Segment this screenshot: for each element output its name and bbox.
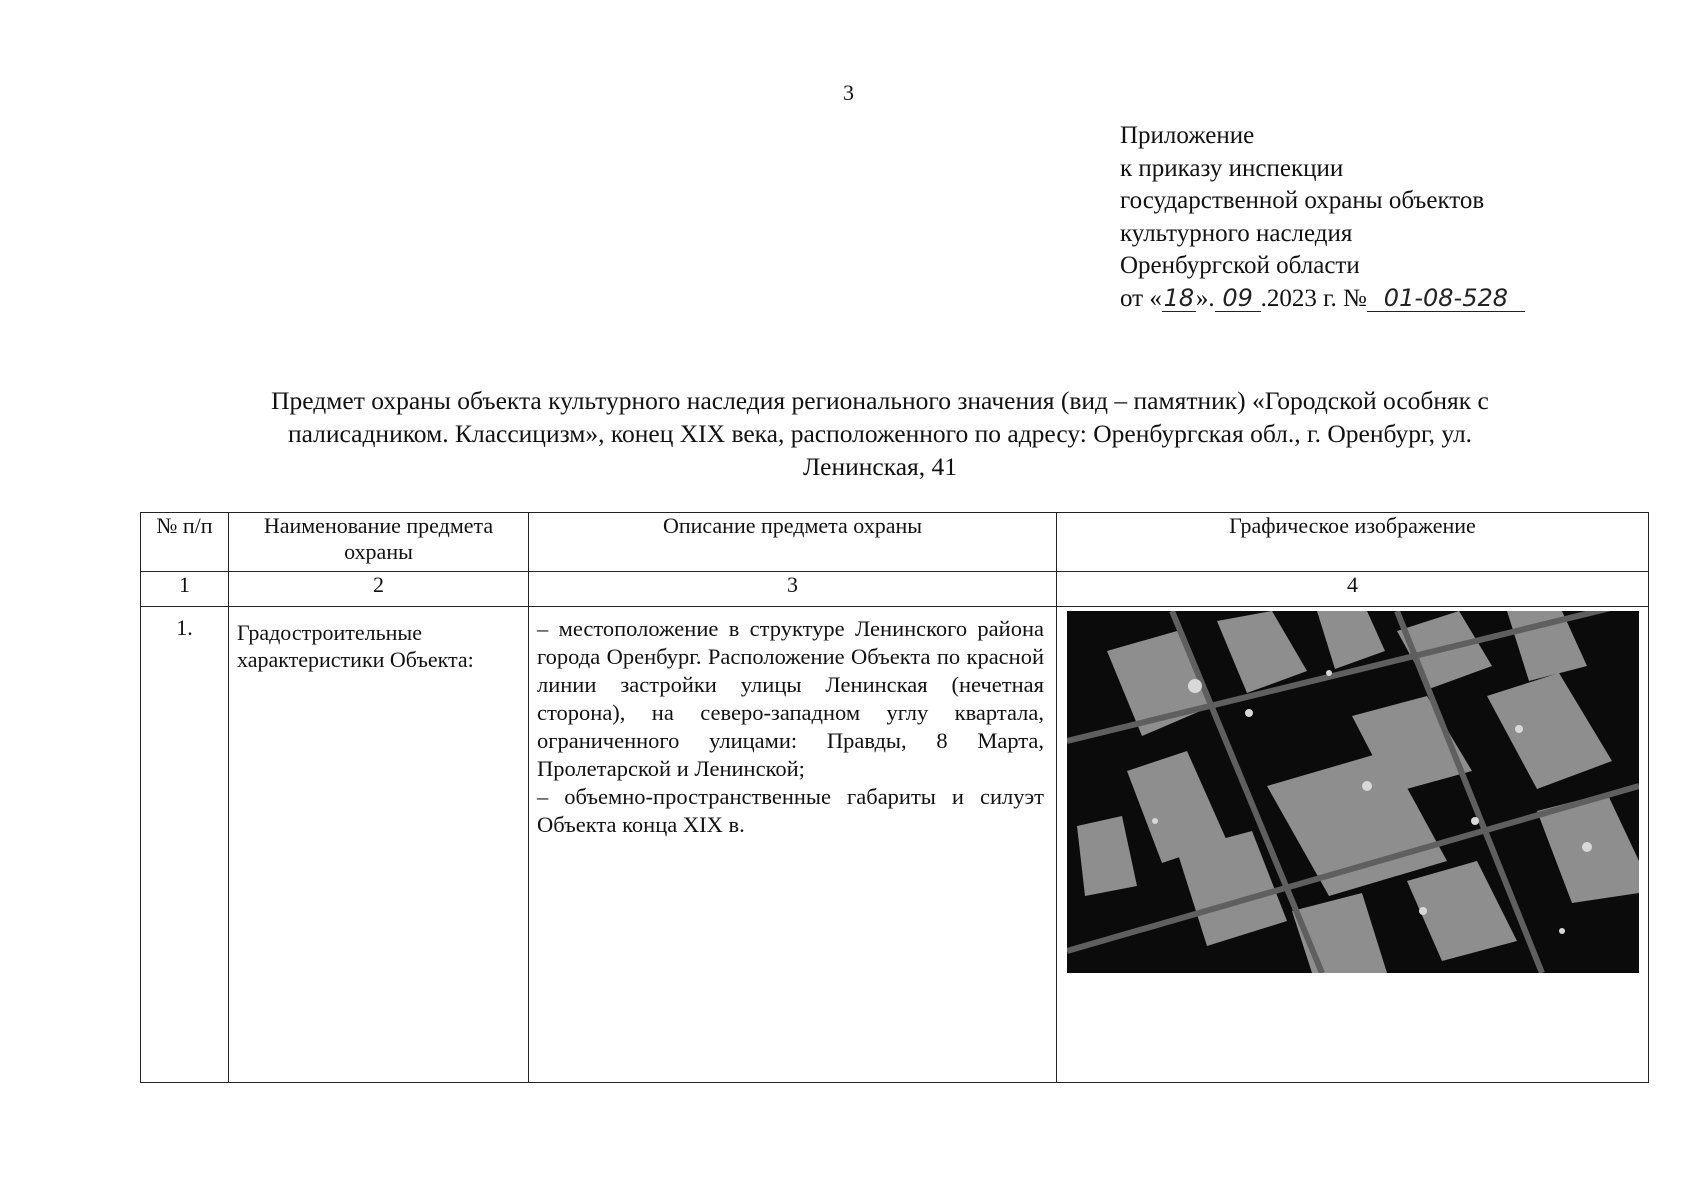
- appendix-line: Оренбургской области: [1120, 252, 1360, 279]
- appendix-line: культурного наследия: [1120, 219, 1353, 247]
- column-number-row: [141, 572, 1649, 607]
- row-image-cell: [1057, 607, 1649, 1083]
- header-row: [141, 513, 1649, 572]
- description-paragraph: – местоположение в структуре Ленинского района города Оренбург. Расположение Объекта по красной линии застройки улицы Ленинская (нечетная сторона), на северо-западном углу квартала, ограниченного улицами: Правды, 8 Марта, Пролетарской и Ленинской;: [537, 616, 1044, 781]
- title-line: палисадником. Классицизм», конец XIX века, расположенного по адресу: Оренбургская обл., г. Оренбург, ул.: [287, 419, 1473, 448]
- header-description: Описание предмета охраны: [529, 513, 1057, 572]
- row-description: [529, 607, 1057, 1083]
- handwritten-day: 18: [1163, 283, 1195, 312]
- appendix-block: [1120, 120, 1525, 315]
- document-title: [180, 384, 1580, 483]
- column-number: 2: [229, 572, 529, 607]
- column-number: 3: [529, 572, 1057, 607]
- header-name: Наименование предмета охраны: [229, 513, 529, 572]
- row-number: 1.: [141, 607, 229, 1083]
- handwritten-order-number: 01-08-528: [1367, 285, 1525, 312]
- date-mid: ».: [1195, 284, 1215, 312]
- title-line: Предмет охраны объекта культурного наследия регионального значения (вид – памятник) «Городской особняк с: [271, 386, 1489, 415]
- satellite-map-image: [1067, 611, 1639, 973]
- table-row: [141, 607, 1649, 1083]
- row-name: Градостроительные характеристики Объекта:: [229, 607, 529, 1083]
- header-number: № п/п: [141, 513, 229, 572]
- date-year: .2023 г. №: [1260, 284, 1367, 312]
- description-paragraph: – объемно-пространственные габариты и силуэт Объекта конца XIX в.: [537, 784, 1044, 837]
- header-image: Графическое изображение: [1057, 513, 1649, 572]
- handwritten-month: 09: [1215, 285, 1261, 312]
- page-number: 3: [843, 80, 854, 105]
- appendix-line: Приложение: [1120, 122, 1255, 149]
- date-prefix: от «: [1120, 284, 1162, 312]
- appendix-line: государственной охраны объектов: [1120, 187, 1485, 214]
- order-date-line: [1120, 283, 1525, 316]
- title-line: Ленинская, 41: [803, 452, 957, 481]
- column-number: 1: [141, 572, 229, 607]
- appendix-line: к приказу инспекции: [1120, 154, 1344, 182]
- column-number: 4: [1057, 572, 1649, 607]
- protection-table: [140, 512, 1649, 1083]
